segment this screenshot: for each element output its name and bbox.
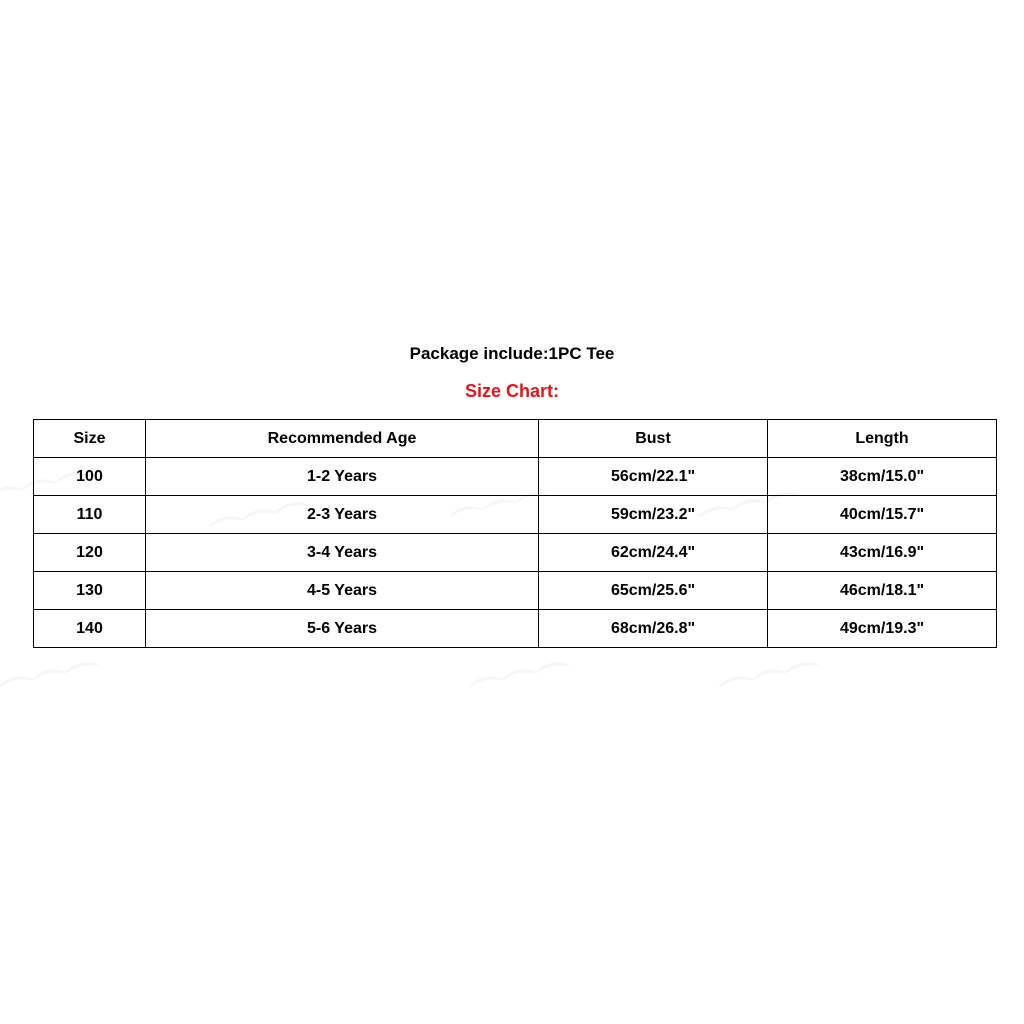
cell-age: 3-4 Years [146,534,539,572]
cell-age: 4-5 Years [146,572,539,610]
cell-bust: 59cm/23.2" [539,496,768,534]
cell-size: 100 [34,458,146,496]
cell-bust: 56cm/22.1" [539,458,768,496]
cell-size: 130 [34,572,146,610]
cell-age: 1-2 Years [146,458,539,496]
package-include-text: Package include:1PC Tee [409,344,615,363]
watermark [0,650,106,719]
header-size: Size [34,420,146,458]
table-row [34,610,997,648]
table-header-row [34,420,997,458]
table-row [34,496,997,534]
watermark [716,650,826,719]
cell-size: 140 [34,610,146,648]
table-row [34,572,997,610]
size-chart-title: Size Chart: [464,381,560,401]
cell-bust: 68cm/26.8" [539,610,768,648]
cell-length: 49cm/19.3" [768,610,997,648]
cell-length: 38cm/15.0" [768,458,997,496]
header-bust: Bust [539,420,768,458]
cell-bust: 62cm/24.4" [539,534,768,572]
table-row [34,534,997,572]
header-recommended-age: Recommended Age [146,420,539,458]
cell-age: 5-6 Years [146,610,539,648]
watermark [466,650,576,719]
table-row [34,458,997,496]
header-length: Length [768,420,997,458]
cell-size: 120 [34,534,146,572]
cell-length: 40cm/15.7" [768,496,997,534]
cell-length: 46cm/18.1" [768,572,997,610]
cell-age: 2-3 Years [146,496,539,534]
cell-bust: 65cm/25.6" [539,572,768,610]
size-chart-table [33,419,997,648]
cell-size: 110 [34,496,146,534]
cell-length: 43cm/16.9" [768,534,997,572]
